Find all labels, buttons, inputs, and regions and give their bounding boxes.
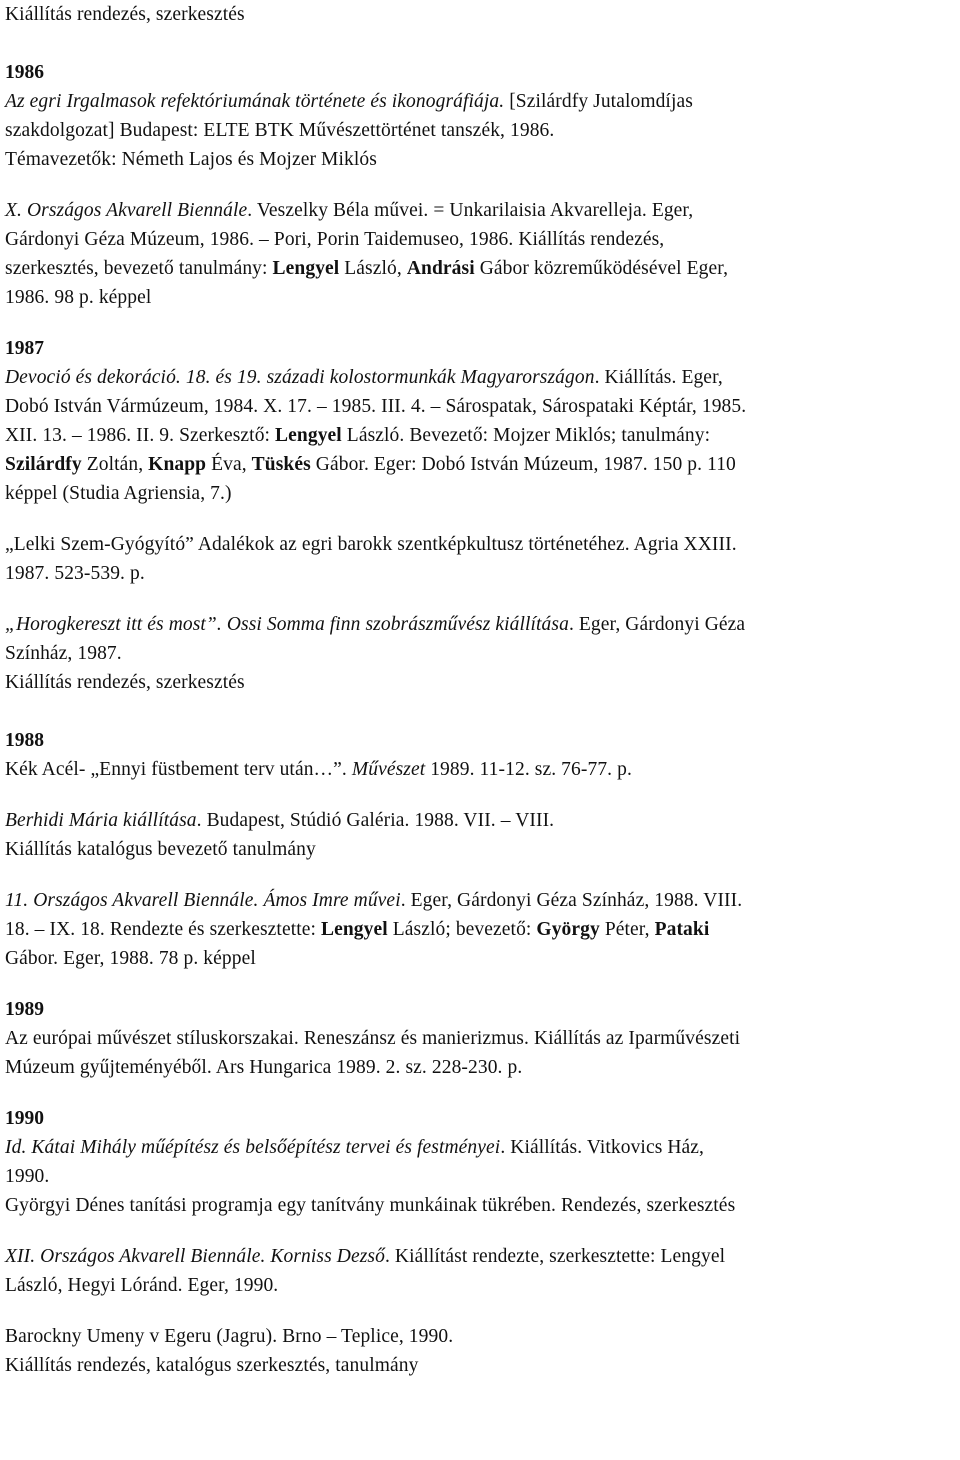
author-name: Andrási [406, 258, 475, 279]
author-name: Szilárdfy [5, 454, 82, 475]
text-line [5, 225, 927, 254]
text-line [5, 196, 927, 225]
text-segment: Gábor. Eger, 1988. 78 p. képpel [5, 948, 256, 969]
text-line [5, 283, 927, 312]
year-heading: 1987 [5, 338, 44, 359]
text-line [5, 806, 927, 835]
text-line [5, 668, 927, 697]
text-line [5, 1271, 927, 1300]
author-name: Lengyel [272, 258, 340, 279]
text-line [5, 254, 927, 283]
text-line [5, 116, 927, 145]
text-segment: Péter, [599, 919, 655, 940]
text-line [5, 479, 927, 508]
year-heading: 1988 [5, 730, 44, 751]
text-segment: képpel (Studia Agriensia, 7.) [5, 483, 232, 504]
author-name: Lengyel [275, 425, 342, 446]
text-segment: Gárdonyi Géza Múzeum, 1986. – Pori, Porin Taidemuseo, 1986. Kiállítás rendezés, [5, 229, 665, 250]
text-segment: szerkesztés, bevezető tanulmány: [5, 258, 273, 279]
author-name: Lengyel [321, 919, 388, 940]
text-segment: Gábor közreműködésével Eger, [474, 258, 729, 279]
text-segment: Kék Acél- „Ennyi füstbement terv után…”. [5, 759, 352, 780]
text-segment: László. Bevezető: Mojzer Miklós; tanulmány: [341, 425, 711, 446]
text-segment: 1986. 98 p. képpel [5, 287, 152, 308]
text-line [5, 145, 927, 174]
year-heading: 1990 [5, 1108, 44, 1129]
text-segment: Múzeum gyűjteményéből. Ars Hungarica 1989. 2. sz. 228-230. p. [5, 1057, 523, 1078]
paragraph-gap [5, 1300, 927, 1322]
text-segment: Zoltán, [81, 454, 149, 475]
text-line [5, 1133, 927, 1162]
text-segment: . Veszelky Béla művei. = Unkarilaisia Akvarelleja. Eger, [247, 200, 694, 221]
text-segment: Kiállítás rendezés, szerkesztés [5, 4, 245, 25]
year-heading: 1989 [5, 999, 44, 1020]
text-line [5, 610, 927, 639]
paragraph-gap [5, 1220, 927, 1242]
text-segment: Dobó István Vármúzeum, 1984. X. 17. – 1985. III. 4. – Sárospatak, Sárospataki Képtár, 1985. [5, 396, 747, 417]
text-line [5, 363, 927, 392]
text-line [5, 1322, 927, 1351]
text-line [5, 450, 927, 479]
text-line [5, 886, 927, 915]
text-line [5, 530, 927, 559]
author-name: Tüskés [251, 454, 311, 475]
year-heading: 1986 [5, 62, 44, 83]
text-segment: . Eger, Gárdonyi Géza Színház, 1988. VIII. [400, 890, 743, 911]
paragraph-gap [5, 864, 927, 886]
text-segment: László, [339, 258, 407, 279]
text-segment: [Szilárdfy Jutalomdíjas [504, 91, 693, 112]
paragraph-gap [5, 29, 927, 58]
text-segment: 1989. 11-12. sz. 76-77. p. [425, 759, 632, 780]
text-line [5, 944, 927, 973]
text-line [5, 915, 927, 944]
text-segment: . Eger, Gárdonyi Géza [568, 614, 746, 635]
italic-title: 11. Országos Akvarell Biennále. Ámos Imre művei [5, 890, 401, 911]
text-line [5, 0, 927, 29]
italic-title: Művészet [351, 759, 426, 780]
text-line [5, 421, 927, 450]
text-line [5, 755, 927, 784]
text-segment: Györgyi Dénes tanítási programja egy tanítvány munkáinak tükrében. Rendezés, szerkesztés [5, 1195, 736, 1216]
italic-title: Id. Kátai Mihály műépítész és belsőépítész tervei és festményei [5, 1137, 501, 1158]
paragraph-gap [5, 312, 927, 334]
italic-title: X. Országos Akvarell Biennále [5, 200, 248, 221]
text-line [5, 639, 927, 668]
text-segment: 18. – IX. 18. Rendezte és szerkesztette: [5, 919, 321, 940]
text-segment: 1990. [5, 1166, 50, 1187]
text-segment: 1987. 523-539. p. [5, 563, 145, 584]
paragraph-gap [5, 508, 927, 530]
text-line [5, 1242, 927, 1271]
text-segment: szakdolgozat] Budapest: ELTE BTK Művészettörténet tanszék, 1986. [5, 120, 555, 141]
paragraph-gap [5, 784, 927, 806]
text-segment: Témavezetők: Németh Lajos és Mojzer Miklós [5, 149, 377, 170]
paragraph-gap [5, 1082, 927, 1104]
paragraph-gap [5, 174, 927, 196]
text-segment: Gábor. Eger: Dobó István Múzeum, 1987. 150 p. 110 [310, 454, 736, 475]
author-name: Knapp [148, 454, 207, 475]
text-line [5, 1053, 927, 1082]
text-segment: Színház, 1987. [5, 643, 122, 664]
text-line [5, 1351, 927, 1380]
text-segment: László, Hegyi Lóránd. Eger, 1990. [5, 1275, 279, 1296]
text-line [5, 87, 927, 116]
author-name: György [536, 919, 600, 940]
paragraph-gap [5, 588, 927, 610]
text-segment: Éva, [206, 454, 252, 475]
italic-title: Az egri Irgalmasok refektóriumának története és ikonográfiája. [5, 91, 505, 112]
paragraph-gap [5, 973, 927, 995]
text-segment: Kiállítás rendezés, szerkesztés [5, 672, 245, 693]
text-segment: Kiállítás katalógus bevezető tanulmány [5, 839, 316, 860]
text-segment: Az európai művészet stíluskorszakai. Reneszánsz és manierizmus. Kiállítás az Iparművészeti [5, 1028, 741, 1049]
author-name: Pataki [654, 919, 710, 940]
text-segment: . Kiállítást rendezte, szerkesztette: Lengyel [384, 1246, 726, 1267]
italic-title: „Horogkereszt itt és most”. Ossi Somma finn szobrászművész kiállítása [5, 614, 569, 635]
paragraph-gap [5, 697, 927, 726]
text-segment: Kiállítás rendezés, katalógus szerkesztés, tanulmány [5, 1355, 419, 1376]
text-line [5, 392, 927, 421]
text-line [5, 559, 927, 588]
text-segment: . Kiállítás. Vitkovics Ház, [500, 1137, 705, 1158]
italic-title: Berhidi Mária kiállítása [5, 810, 197, 831]
text-segment: . Kiállítás. Eger, [594, 367, 723, 388]
text-segment: . Budapest, Stúdió Galéria. 1988. VII. – VIII. [196, 810, 555, 831]
text-segment: Barockny Umeny v Egeru (Jagru). Brno – Teplice, 1990. [5, 1326, 454, 1347]
text-segment: László; bevezető: [387, 919, 537, 940]
italic-title: Devoció és dekoráció. 18. és 19. századi kolostormunkák Magyarországon [5, 367, 595, 388]
text-segment: XII. 13. – 1986. II. 9. Szerkesztő: [5, 425, 276, 446]
italic-title: XII. Országos Akvarell Biennále. Korniss Dezső [5, 1246, 385, 1267]
text-segment: „Lelki Szem-Gyógyító” Adalékok az egri barokk szentképkultusz történetéhez. Agria XXIII. [5, 534, 737, 555]
text-line [5, 1191, 927, 1220]
text-line [5, 835, 927, 864]
text-line [5, 1024, 927, 1053]
text-line [5, 1162, 927, 1191]
